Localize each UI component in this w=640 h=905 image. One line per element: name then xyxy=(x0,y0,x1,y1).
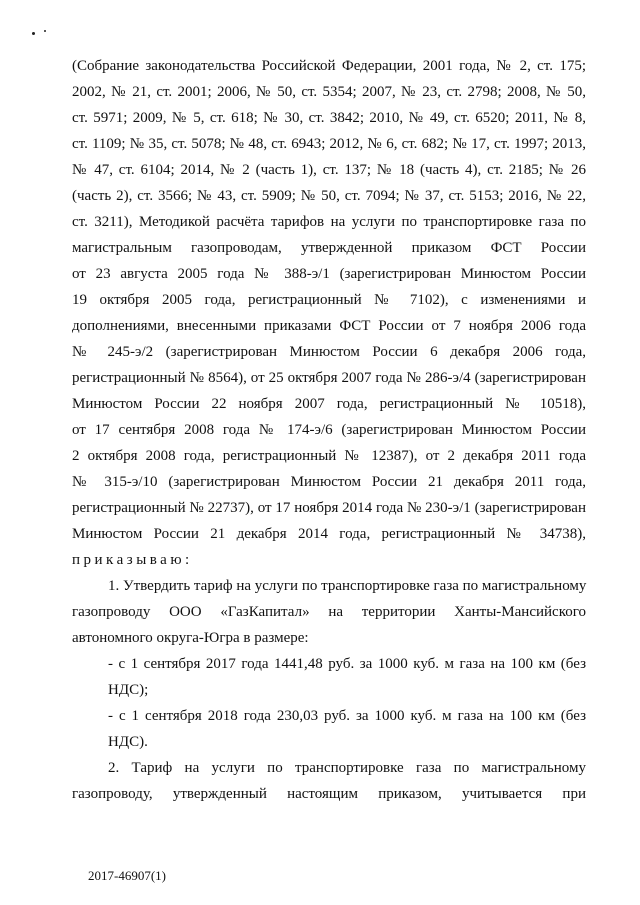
body-line: Минюстом России 22 ноября 2007 года, регистрационный № 10518), xyxy=(72,396,586,412)
body-line: - с 1 сентября 2017 года 1441,48 руб. за 1000 куб. м газа на 100 км (без xyxy=(108,656,586,672)
body-line: - с 1 сентября 2018 года 230,03 руб. за 1000 куб. м газа на 100 км (без xyxy=(108,708,586,724)
body-line: НДС); xyxy=(108,682,149,698)
body-line: от 17 сентября 2008 года № 174-э/6 (зарегистрирован Минюстом России xyxy=(72,422,586,438)
body-line: 2002, № 21, ст. 2001; 2006, № 50, ст. 5354; 2007, № 23, ст. 2798; 2008, № 50, xyxy=(72,84,586,100)
body-line: Минюстом России 21 декабря 2014 года, регистрационный № 34738), xyxy=(72,526,586,542)
body-line: (Собрание законодательства Российской Федерации, 2001 года, № 2, ст. 175; xyxy=(72,58,586,74)
body-line: газопроводу ООО «ГазКапитал» на территории Ханты-Мансийского xyxy=(72,604,586,620)
body-line: № 245-э/2 (зарегистрирован Минюстом России 6 декабря 2006 года, xyxy=(72,344,586,360)
body-line: 2 октября 2008 года, регистрационный № 12387), от 2 декабря 2011 года xyxy=(72,448,586,464)
body-line: газопроводу, утвержденный настоящим приказом, учитывается при xyxy=(72,786,586,802)
body-line: 2. Тариф на услуги по транспортировке газа по магистральному xyxy=(108,760,586,776)
body-line: № 315-э/10 (зарегистрирован Минюстом России 21 декабря 2011 года, xyxy=(72,474,586,490)
body-line: НДС). xyxy=(108,734,148,750)
body-line: от 23 августа 2005 года № 388-э/1 (зарегистрирован Минюстом России xyxy=(72,266,586,282)
body-line: дополнениями, внесенными приказами ФСТ России от 7 ноября 2006 года xyxy=(72,318,586,334)
body-line: ст. 3211), Методикой расчёта тарифов на услуги по транспортировке газа по xyxy=(72,214,586,230)
body-line: (часть 2), ст. 3566; № 43, ст. 5909; № 50, ст. 7094; № 37, ст. 5153; 2016, № 22, xyxy=(72,188,586,204)
body-line: регистрационный № 8564), от 25 октября 2007 года № 286-э/4 (зарегистрирован xyxy=(72,370,586,386)
scan-speck xyxy=(32,32,35,35)
document-number-footer: 2017-46907(1) xyxy=(88,868,166,883)
body-line: ст. 1109; № 35, ст. 5078; № 48, ст. 6943; 2012, № 6, ст. 682; № 17, ст. 1997; 2013, xyxy=(72,136,586,152)
order-word: приказываю: xyxy=(72,552,193,568)
body-line: магистральным газопроводам, утвержденной приказом ФСТ России xyxy=(72,240,586,256)
body-line: автономного округа-Югра в размере: xyxy=(72,630,309,646)
body-line: регистрационный № 22737), от 17 ноября 2014 года № 230-э/1 (зарегистрирован xyxy=(72,500,586,516)
body-line: ст. 5971; 2009, № 5, ст. 618; № 30, ст. 3842; 2010, № 49, ст. 6520; 2011, № 8, xyxy=(72,110,586,126)
body-line: 19 октября 2005 года, регистрационный № 7102), с изменениями и xyxy=(72,292,586,308)
body-line: 1. Утвердить тариф на услуги по транспортировке газа по магистральному xyxy=(108,578,587,594)
scan-speck xyxy=(44,30,46,32)
body-line: № 47, ст. 6104; 2014, № 2 (часть 1), ст. 137; № 18 (часть 4), ст. 2185; № 26 xyxy=(72,162,586,178)
scan-specks xyxy=(30,30,70,40)
